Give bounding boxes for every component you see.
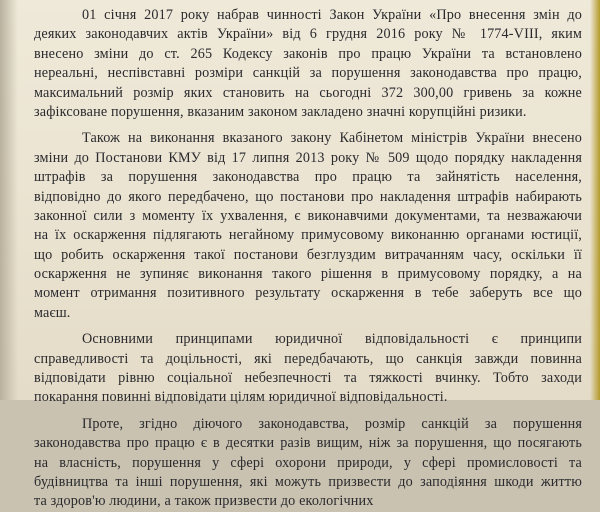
text-line: внесено зміни до ст. 265 Кодексу законів про працю України та встановлено xyxy=(34,45,582,62)
paragraph-gap xyxy=(34,122,582,129)
text-line: маєш. xyxy=(34,304,71,321)
text-line: штрафів за порушення законодавства про працю та зайнятість населення, xyxy=(34,169,582,186)
text-line: та здоров'ю людини, а також призвести до екологічних xyxy=(34,493,374,510)
text-line: справедливості та доцільності, які передбачають, що санкція завжди повинна xyxy=(34,350,582,367)
paragraph-1 xyxy=(34,6,582,122)
document-page xyxy=(34,6,582,512)
text-line: зафіксоване порушення, вказаним законом закладено значні корупційні ризики. xyxy=(34,103,527,120)
text-line: 01 січня 2017 року набрав чинності Закон України «Про внесення змін до xyxy=(82,7,582,23)
paragraph-4 xyxy=(34,415,582,512)
text-line: Основними принципами юридичної відповідальності є принципи xyxy=(82,331,582,348)
background-strip xyxy=(590,0,600,400)
text-line: максимальний розмір яких становить на сьогодні 372 300,00 гривень за кожне xyxy=(34,84,582,101)
text-line: будівництва та інші порушення, які можуть призвести до заподіяння шкоди життю xyxy=(34,473,582,490)
text-line: законодавства про працю є в десятки разів вищим, ніж за порушення, що посягають xyxy=(34,435,582,452)
text-line: покарання повинні відповідати цілям юридичної відповідальності. xyxy=(34,389,448,406)
paragraph-2 xyxy=(34,129,582,323)
text-line: відповідати рівню соціальної небезпечності та тяжкості вчинку. Тобто заходи xyxy=(34,370,582,387)
text-line: що робить оскарження такої постанови безглуздим витрачанням часу, оскільки її xyxy=(34,246,582,263)
page-edge-shadow xyxy=(0,0,18,400)
text-line: деяких законодавчих актів України» від 6 грудня 2016 року № 1774-VIII, яким xyxy=(34,26,582,43)
text-line: Також на виконання вказаного закону Кабінетом міністрів України внесено xyxy=(82,130,582,147)
text-line: законної сили з моменту їх ухвалення, є виконавчими документами, та незважаючи xyxy=(34,207,582,224)
paragraph-gap xyxy=(34,323,582,330)
text-line: на власність, порушення у сфері охорони природи, у сфері промисловості та xyxy=(34,454,582,471)
text-line: відповідно до якого передбачено, що постанови про накладення штрафів набирають xyxy=(34,188,582,205)
text-line: Проте, згідно діючого законодавства, розмір санкцій за порушення xyxy=(82,415,582,432)
text-line: нереальні, неспівставні розміри санкцій за порушення законодавства про працю, xyxy=(34,65,582,82)
paragraph-3 xyxy=(34,330,582,408)
text-line: оскарження не зупиняє виконання такого рішення в примусовому порядку, а на xyxy=(34,266,582,283)
text-line: на їх оскарження підлягають негайному примусовому виконанню органами юстиції, xyxy=(34,227,582,244)
text-line: зміни до Постанови КМУ від 17 липня 2013 року № 509 щодо порядку накладення xyxy=(34,149,582,166)
paragraph-gap xyxy=(34,408,582,415)
text-line: момент отримання позитивного результату оскарження в тебе заберуть все що xyxy=(34,285,582,302)
